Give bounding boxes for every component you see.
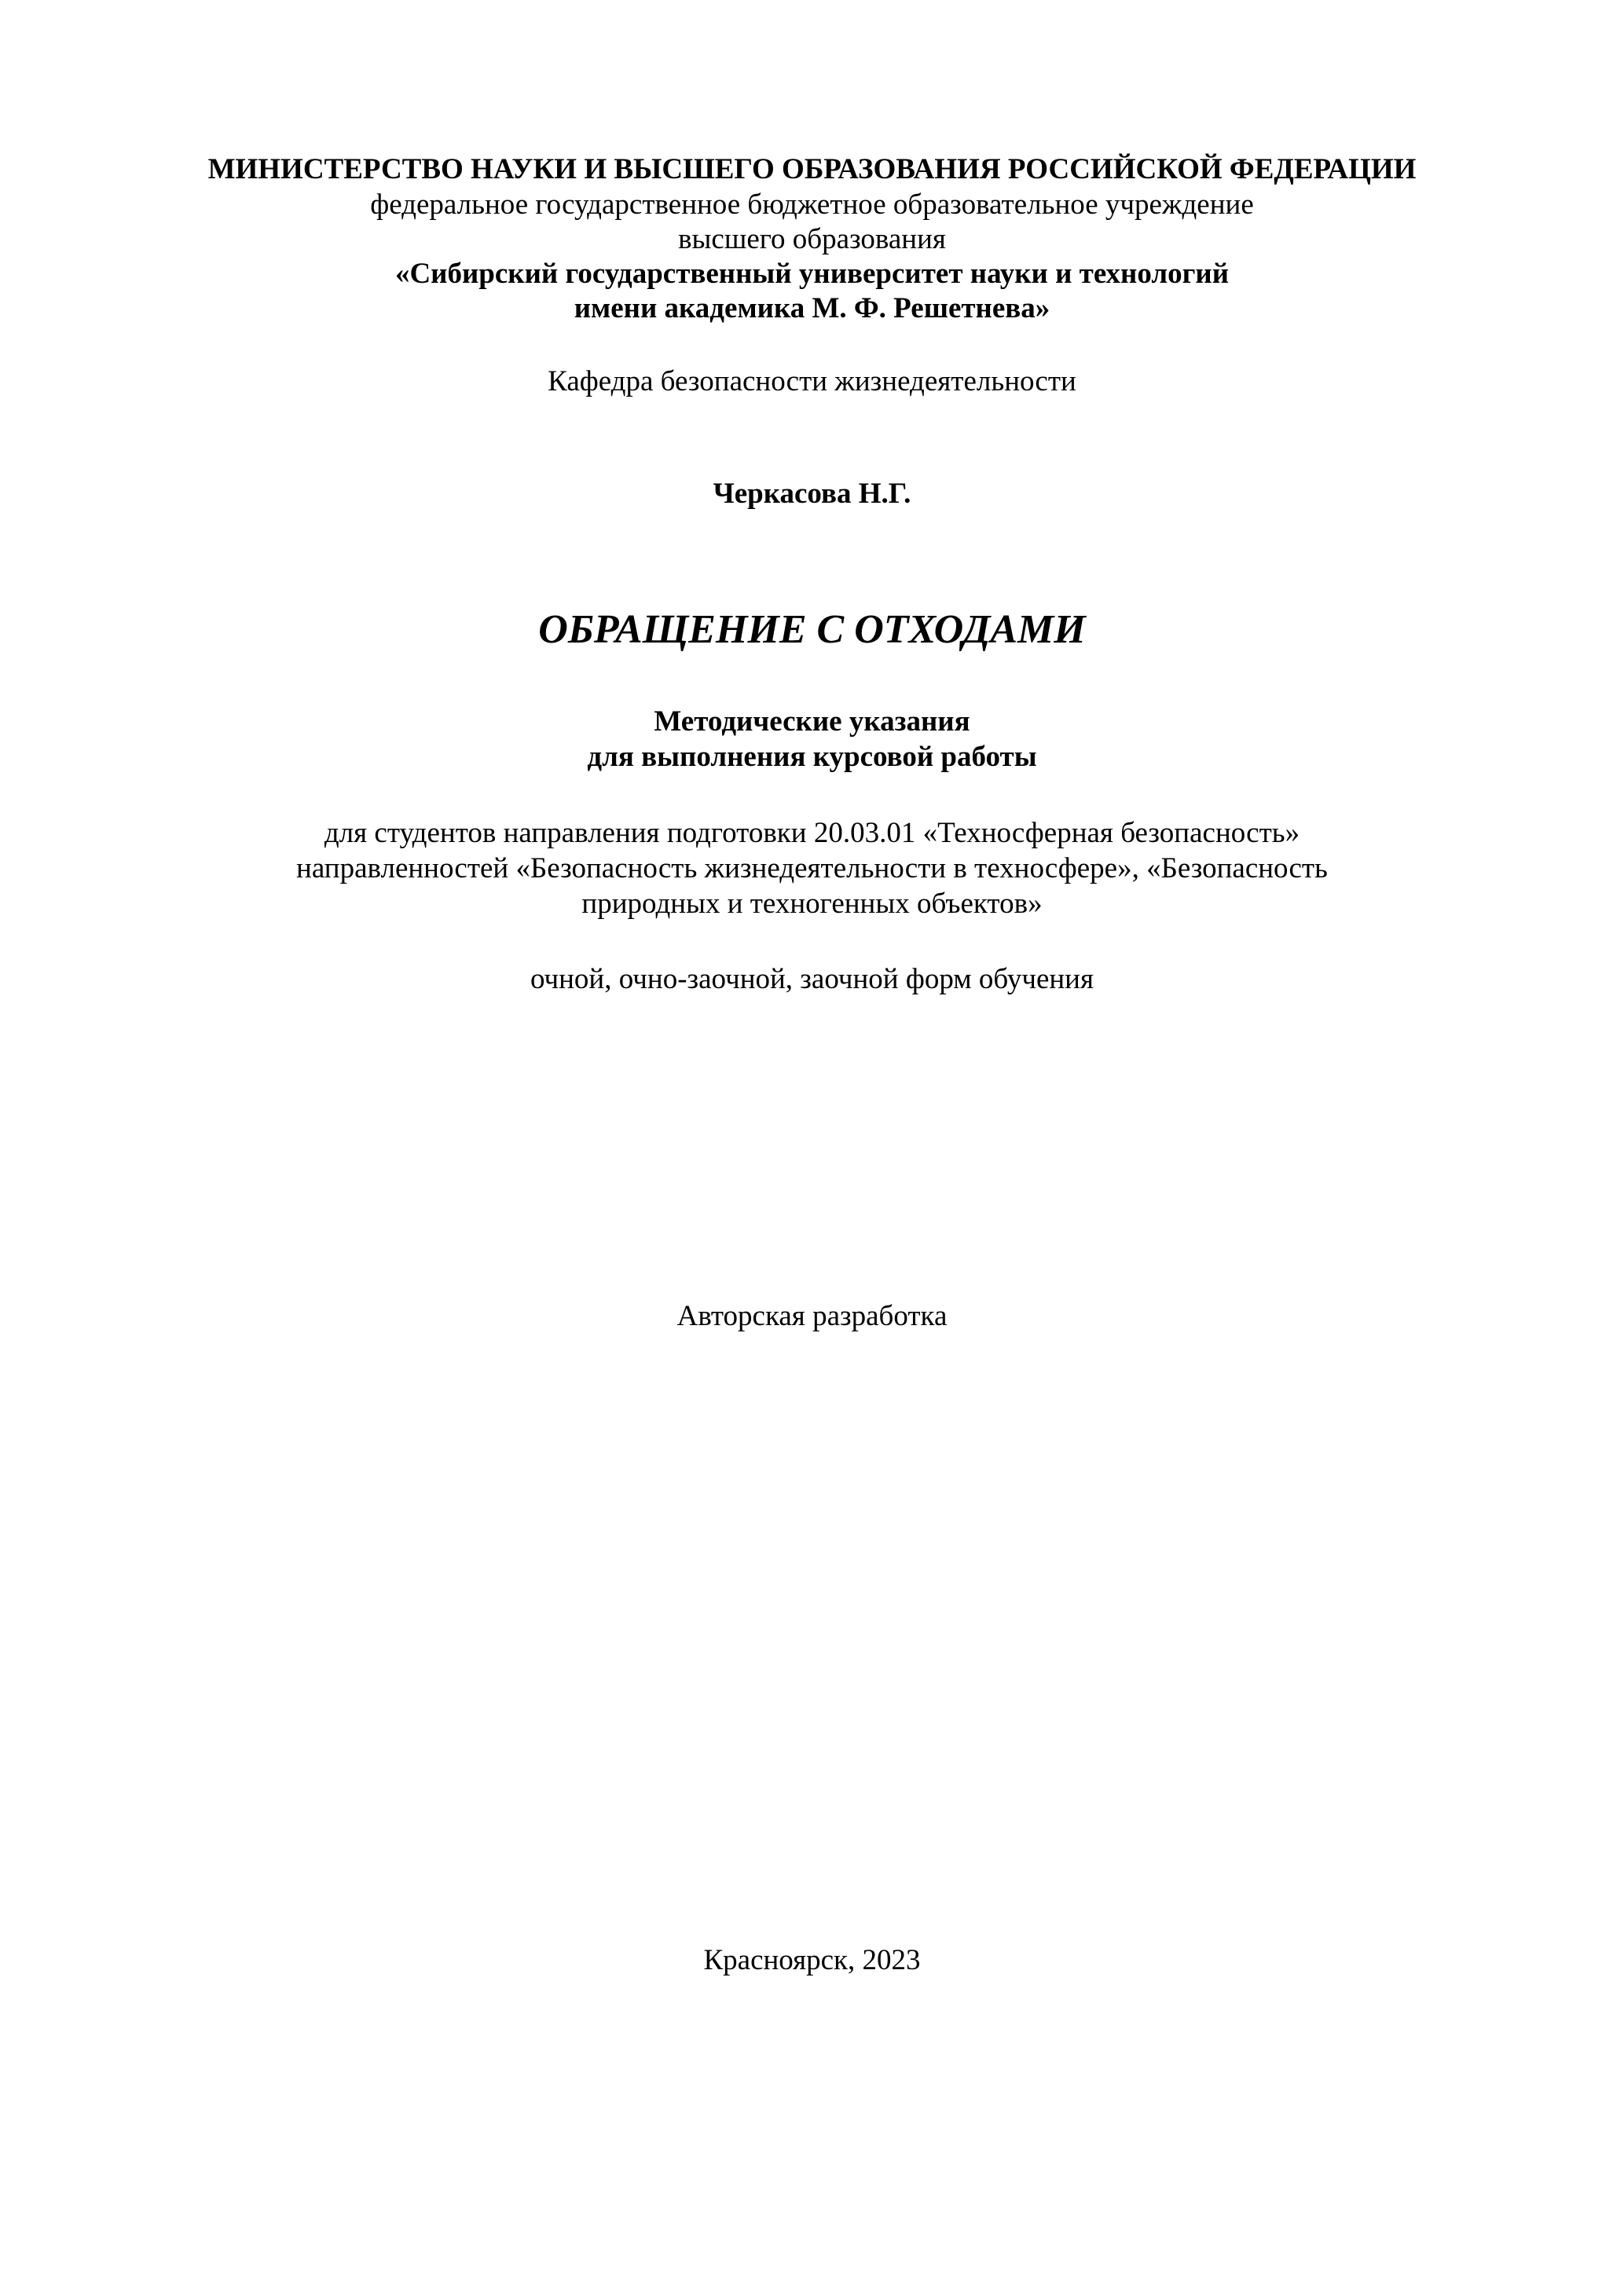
university-name-line-1: «Сибирский государственный университет науки и технологий [394, 258, 1230, 290]
ministry-name: МИНИСТЕРСТВО НАУКИ И ВЫСШЕГО ОБРАЗОВАНИЯ РОССИЙСКОЙ ФЕДЕРАЦИИ [207, 153, 1417, 185]
author-name: Черкасова Н.Г. [713, 478, 911, 510]
university-name-line-2: имени академика М. Ф. Решетнева» [574, 292, 1050, 324]
institution-type-line-2: высшего образования [678, 223, 946, 255]
audience-line-1: для студентов направления подготовки 20.03.01 «Техносферная безопасность» [324, 817, 1300, 849]
institution-type-line-1: федеральное государственное бюджетное образовательное учреждение [370, 189, 1254, 221]
authorship-note: Авторская разработка [676, 1300, 948, 1332]
department-name: Кафедра безопасности жизнедеятельности [548, 365, 1076, 397]
audience-line-3: природных и техногенных объектов» [581, 888, 1043, 920]
study-forms: очной, очно-заочной, заочной форм обучения [530, 963, 1094, 995]
document-title: ОБРАЩЕНИЕ С ОТХОДАМИ [538, 607, 1086, 652]
audience-line-2: направленностей «Безопасность жизнедеятельности в техносфере», «Безопасность [296, 852, 1328, 884]
city-year: Красноярск, 2023 [703, 1944, 921, 1976]
subtitle-line-2: для выполнения курсовой работы [587, 741, 1037, 773]
subtitle-line-1: Методические указания [654, 705, 970, 738]
